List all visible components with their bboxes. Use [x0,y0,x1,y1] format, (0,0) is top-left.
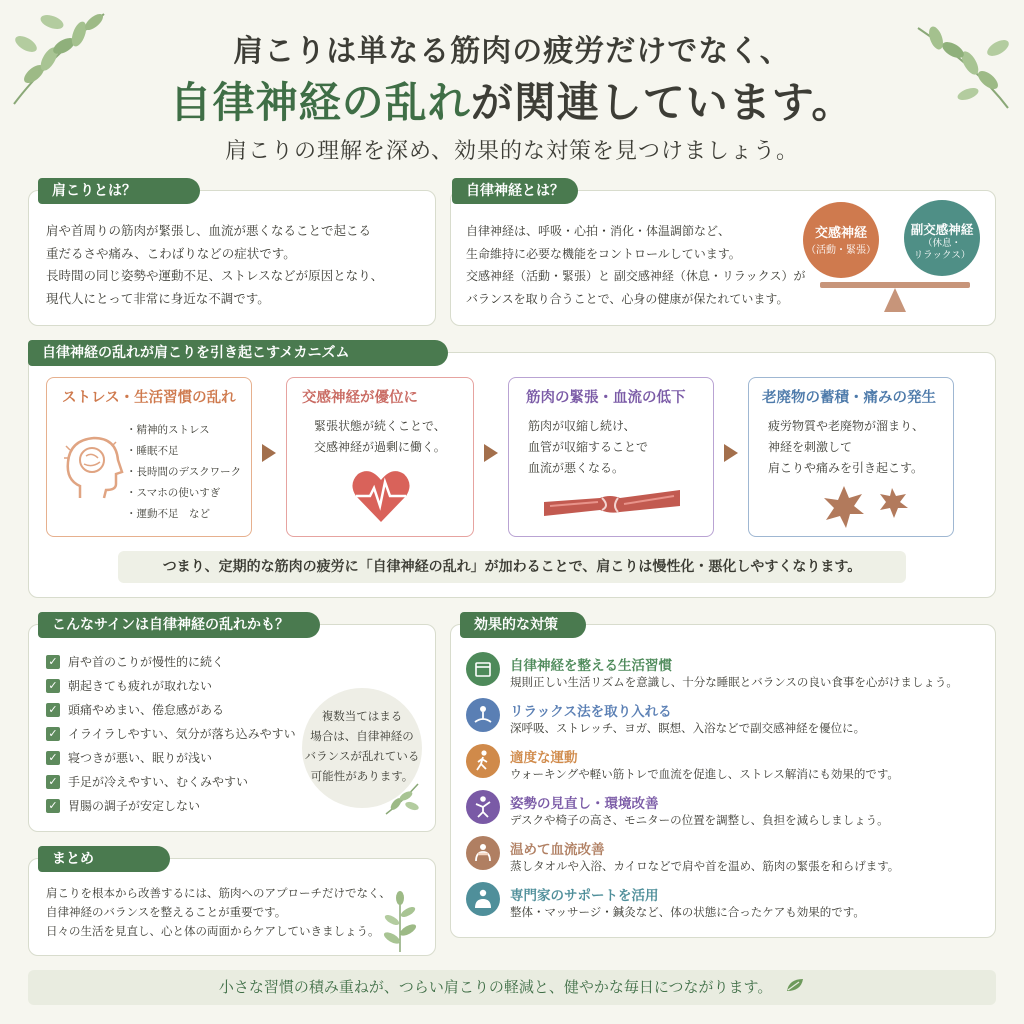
signs-note: 複数当てはまる 場合は、自律神経の バランスが乱れている 可能性があります。 [302,688,422,808]
walking-icon [466,744,500,778]
what-is-tag: 肩こりとは？ [38,178,200,204]
step-4-title: 老廃物の蓄積・痛みの発生 [762,390,936,406]
step-3-title: 筋肉の緊張・血流の低下 [526,390,686,406]
page-title-line2 [0,70,1024,130]
signs-checklist [46,654,296,822]
measure-title-4: 姿勢の見直し・環境改善 [510,796,659,812]
sign-item: ✓ 胃腸の調子が安定しない [46,798,296,822]
warm-towel-icon [466,836,500,870]
check-icon: ✓ [46,799,60,813]
measure-title-1: 自律神経を整える生活習慣 [510,658,672,674]
check-icon: ✓ [46,727,60,741]
measure-text-6: 整体・マッサージ・鍼灸など、体の状態に合ったケアも効果的です。 [510,905,865,919]
flow-arrow-icon [724,444,738,462]
measures-tag: 効果的な対策 [460,612,586,638]
step-4-text: 疲労物質や老廃物が溜まり、 神経を刺激して 肩こりや痛みを引き起こす。 [768,419,925,475]
measure-title-6: 専門家のサポートを活用 [510,888,659,904]
mechanism-tag: 自律神経の乱れが肩こりを引き起こすメカニズム [28,340,448,366]
leaf-icon [785,971,805,1005]
sign-item: ✓ 肩や首のこりが慢性的に続く [46,654,296,678]
summary-tag: まとめ [38,846,170,872]
mechanism-summary: つまり、定期的な筋肉の疲労に「自律神経の乱れ」が加わることで、肩こりは慢性化・悪化しやすくなります。 [118,551,906,583]
step-3-text: 筋肉が収縮し続け、 血管が収縮することで 血流が悪くなる。 [528,419,649,475]
sign-item: ✓ 頭痛やめまい、倦怠感がある [46,702,296,726]
check-icon: ✓ [46,703,60,717]
summary-text: 肩こりを根本から改善するには、筋肉へのアプローチだけでなく、 自律神経のバランスを整えることが重要です。 日々の生活を見直し、心と体の両面からケアしていきましょう。 [46,886,391,938]
check-icon: ✓ [46,655,60,669]
parasympathetic-label: 副交感神経 （休息・ リラックス） [910,222,974,261]
step-2-title: 交感神経が優位に [302,390,418,406]
step-2-text: 緊張状態が続くことで、 交感神経が過剰に働く。 [314,419,446,454]
pain-burst-icon [818,484,918,530]
footer-text: 小さな習慣の積み重ねが、つらい肩こりの軽減と、健やかな毎日につながります。 [218,978,773,996]
step-1-title: ストレス・生活習慣の乱れ [62,390,236,406]
plant-sprig-icon [378,890,422,954]
signs-tag: こんなサインは自律神経の乱れかも？ [38,612,320,638]
measure-title-5: 温めて血流改善 [510,842,605,858]
title-highlight: 自律神経の乱れ [169,78,471,127]
measure-text-3: ウォーキングや軽い筋トレで血流を促進し、ストレス解消にも効果的です。 [510,767,899,781]
flow-arrow-icon [262,444,276,462]
expert-icon [466,882,500,916]
measure-text-5: 蒸しタオルや入浴、カイロなどで肩や首を温め、筋肉の緊張を和らげます。 [510,859,900,873]
step-1-list: ・精神的ストレス ・睡眠不足 ・長時間のデスクワーク ・スマホの使いすぎ ・運動不足 など [126,424,242,520]
measure-title-2: リラックス法を取り入れる [510,704,672,720]
measure-text-4: デスクや椅子の高さ、モニターの位置を調整し、負担を減らしましょう。 [510,813,889,827]
leaf-sprig-icon [382,778,422,818]
check-icon: ✓ [46,775,60,789]
page-title-line1: 肩こりは単なる筋肉の疲労だけでなく、 [233,34,791,69]
blood-vessel-icon [540,482,684,522]
measure-text-1: 規則正しい生活リズムを意識し、十分な睡眠とバランスの良い食事を心がけましょう。 [510,675,958,689]
measure-title-3: 適度な運動 [510,750,578,766]
posture-icon [466,790,500,824]
footer-message [28,970,996,1005]
head-brain-icon [60,432,124,502]
sign-item: ✓ イライラしやすい、気分が落ち込みやすい [46,726,296,750]
sign-item: ✓ 寝つきが悪い、眠りが浅い [46,750,296,774]
sign-item: ✓ 手足が冷えやすい、むくみやすい [46,774,296,798]
flow-arrow-icon [484,444,498,462]
check-icon: ✓ [46,679,60,693]
sympathetic-label: 交感神経 （活動・緊張） [806,226,876,256]
check-icon: ✓ [46,751,60,765]
measure-text-2: 深呼吸、ストレッチ、ヨガ、瞑想、入浴などで副交感神経を優位に。 [510,721,866,735]
heartbeat-icon [350,468,412,524]
sign-item: ✓ 朝起きても疲れが取れない [46,678,296,702]
what-is-text: 肩や首周りの筋肉が緊張し、血流が悪くなることで起こる 重だるさや痛み、こわばりなどの症状です。 長時間の同じ姿勢や運動不足、ストレスなどが原因となり、 現代人にとって非常に身近な不調です。 [46,223,384,306]
page-subtitle: 肩こりの理解を深め、効果的な対策を見つけましょう。 [224,139,800,164]
meditation-icon [466,698,500,732]
title-rest: が関連しています。 [470,78,855,127]
autonomic-text: 自律神経は、呼吸・心拍・消化・体温調節など、 生命維持に必要な機能をコントロールしています。 交感神経（活動・緊張）と 副交感神経（休息・リラックス）が バランスを取り合うことで、心身の健康が保たれています。 [466,224,806,306]
calendar-icon [466,652,500,686]
autonomic-tag: 自律神経とは？ [452,178,578,204]
